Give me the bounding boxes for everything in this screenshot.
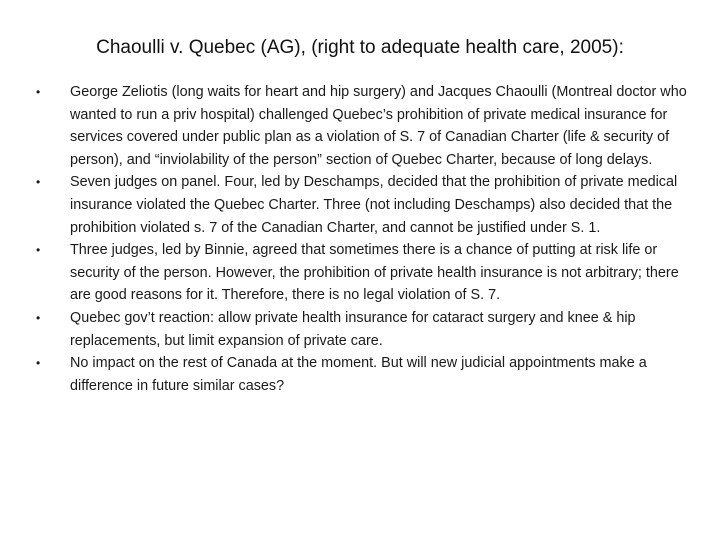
- bullet-item: [36, 352, 688, 397]
- bullet-dot-icon: •: [36, 175, 41, 190]
- bullet-dot-icon: •: [36, 310, 41, 325]
- bullet-dot-icon: •: [36, 356, 41, 371]
- bullet-text: No impact on the rest of Canada at the moment. But will new judicial appointments make a difference in future similar cases?: [70, 355, 647, 394]
- bullet-list: [36, 81, 688, 397]
- bullet-dot-icon: •: [36, 85, 41, 99]
- slide-title: Chaoulli v. Quebec (AG), (right to adequate health care, 2005):: [96, 37, 624, 58]
- bullet-dot-icon: •: [36, 243, 41, 258]
- bullet-text: George Zeliotis (long waits for heart and hip surgery) and Jacques Chaoulli (Montreal doctor who wanted to run a priv hospital) challenged Quebec’s prohibition of private medical insurance for services covered under public plan as a violation of S. 7 of Canadian Charter (life & security of person), and “inviolability of the person” section of Quebec Charter, because of long delays.: [70, 84, 687, 168]
- bullet-item: [36, 171, 688, 239]
- bullet-item: [36, 81, 688, 171]
- bullet-text: Three judges, led by Binnie, agreed that sometimes there is a chance of putting at risk life or security of the person. However, the prohibition of private health insurance is not arbitrary; there are good reasons for it. Therefore, there is no legal violation of S. 7.: [70, 242, 679, 304]
- bullet-item: [36, 239, 688, 307]
- bullet-item: [36, 307, 688, 352]
- bullet-text: Seven judges on panel. Four, led by Deschamps, decided that the prohibition of private medical insurance violated the Quebec Charter. Three (not including Deschamps) also decided that the prohibition violated s. 7 of the Canadian Charter, and cannot be justified under S. 1.: [70, 174, 678, 236]
- bullet-text: Quebec gov’t reaction: allow private health insurance for cataract surgery and knee & hip replacements, but limit expansion of private care.: [70, 309, 636, 349]
